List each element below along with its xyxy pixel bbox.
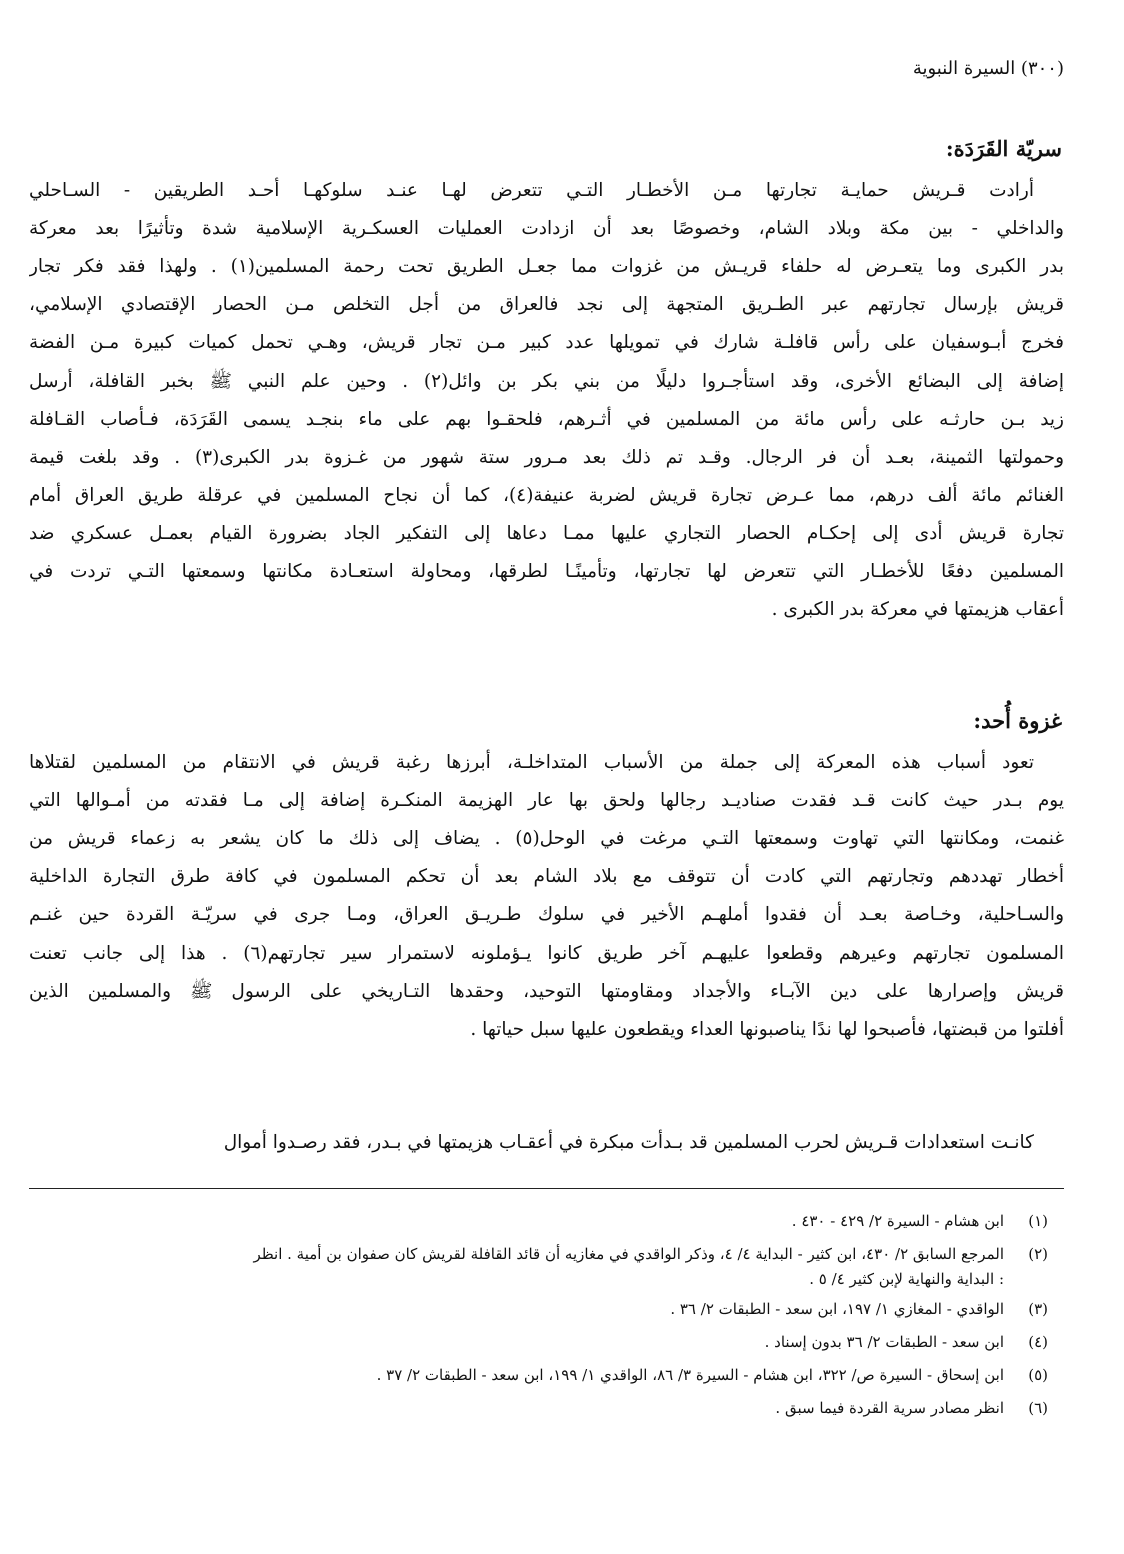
- paragraph-line: أعقاب هزيمتها في معركة بدر الكبرى .: [771, 599, 1064, 621]
- paragraph-line: أخطار تهددهم وتجارتهم التي كادت أن تتوقف مع بلاد الشام بعد أن تحكم المسلمون في كافة طرق التجارة الداخلية: [29, 866, 1064, 888]
- paragraph-line: المسلمين دفعًا للأخطـار التي تتعرض لها تجارتها، وتأمينًـا لطرقها، ومحاولة استعـادة مكانتها وسمعتها التـي تردت في: [29, 561, 1064, 582]
- paragraph-line: المسلمون تجارتهم وعيرهم وقطعوا عليهـم آخر طريق كانوا يـؤملونه لاستمرار سير تجارتهم(٦) . هذا إلى جانب تعنت: [29, 942, 1064, 964]
- footnote: [775, 1397, 1048, 1419]
- footnote-text: ابن سعد - الطبقات ٢/ ٣٦ بدون إسناد .: [764, 1333, 1004, 1351]
- footnote-number: (٦): [1028, 1399, 1048, 1417]
- paragraph-line: فخرج أبـوسفيان على رأس قافلـة شارك في تمويلها عدد كبير مـن تجار قريش، وهـي تحمل كميات كبيرة مـن الفضة: [29, 332, 1064, 354]
- footnote: [670, 1298, 1048, 1320]
- running-header: (٣٠٠) السيرة النبوية: [912, 58, 1064, 79]
- footnote-number: (١): [1028, 1212, 1048, 1230]
- footnote-divider: [29, 1188, 1064, 1189]
- footnote-text: المرجع السابق ٢/ ٤٣٠، ابن كثير - البداية ٤/ ٤، وذكر الواقدي في مغازيه أن قائد القافلة لقريش كان صفوان بن أمية . انظر: [253, 1245, 1004, 1263]
- footnote: [792, 1210, 1048, 1232]
- paragraph-line: والداخلي - بين مكة وبلاد الشام، وخصوصًا بعد أن ازدادت العمليات العسكـرية الإسلامية شدة وتأثيرًا بعد معركة: [29, 218, 1064, 240]
- footnote-number: (٤): [1028, 1333, 1048, 1351]
- footnote-number: (٥): [1028, 1366, 1048, 1384]
- paragraph-line: الغنائم مائة ألف درهم، مما عـرض تجارة قريش لضربة عنيفة(٤)، كما أن نجاح المسلمين في عرقلة طريق العراق أمام: [29, 484, 1064, 506]
- paragraph-line: وحمولتها الثمينة، بعـد أن فر الرجال. وقـد تم ذلك بعد مـرور ستة شهور من غـزوة بدر الكبرى(٣) . وقد بلغت قيمة: [29, 446, 1064, 468]
- footnote-text: انظر مصادر سرية القردة فيما سبق .: [775, 1399, 1004, 1417]
- paragraph-line: كانـت استعدادات قـريش لحرب المسلمين قد بـدأت مبكرة في أعقـاب هزيمتها في بـدر، فقد رصـدوا أموال: [223, 1132, 1034, 1153]
- paragraph-line: أرادت قـريش حمايـة تجارتها مـن الأخطـار التـي تتعرض لهـا عنـد سلوكهـا أحـد الطريقين - السـاحلي: [29, 180, 1034, 201]
- footnote: [253, 1243, 1048, 1265]
- footnote-continuation: : البداية والنهاية لإبن كثير ٤/ ٥ .: [809, 1270, 1004, 1288]
- paragraph-line: إضافة إلى البضائع الأخرى، وقد استأجـروا دليلًا من بني بكر بن وائل(٢) . وحين علم النبي ﷺ بخبر القافلة، أرسل: [29, 370, 1064, 392]
- footnote-text: ابن هشام - السيرة ٢/ ٤٢٩ - ٤٣٠ .: [791, 1212, 1004, 1230]
- paragraph-line: تعود أسباب هذه المعركة إلى جملة من الأسباب المتداخلـة، أبرزها رغبة قريش في الانتقام من المسلمين لقتلاها: [29, 752, 1034, 773]
- paragraph-line: قريش وإصرارها على دين الآبـاء والأجداد ومقاومتها التوحيد، وحقدها التـاريخي على الرسول ﷺ والمسلمين الذين: [29, 980, 1064, 1002]
- footnote-text: الواقدي - المغازي ١/ ١٩٧، ابن سعد - الطبقات ٢/ ٣٦ .: [670, 1300, 1004, 1318]
- paragraph-line: تجارة قريش أدى إلى إحكـام الحصار التجاري عليها ممـا دعاها إلى التفكير الجاد بضرورة القيام بعمـل عسكري ضد: [29, 522, 1064, 544]
- paragraph-line: أفلتوا من قبضتها، فأصبحوا لها ندًا يناصبونها العداء ويقطعون عليها سبل حياتها .: [470, 1018, 1064, 1040]
- paragraph-line: والسـاحلية، وخـاصة بعـد أن فقدوا أملهـم الأخير في سلوك طـريـق العراق، ومـا جرى في سريّـة القردة حين غنـم: [29, 904, 1064, 926]
- footnote-text: ابن إسحاق - السيرة ص/ ٣٢٢، ابن هشام - السيرة ٣/ ٨٦، الواقدي ١/ ١٩٩، ابن سعد - الطبقات ٢/ ٣٧ .: [376, 1366, 1004, 1384]
- section-heading-qarada: سريّة القَرَدَة:: [945, 136, 1062, 161]
- paragraph-line: غنمت، ومكانتها التي تهاوت وسمعتها التـي مرغت في الوحل(٥) . يضاف إلى ذلك ما كان يشعر به زعماء قريش من: [29, 828, 1064, 850]
- section-heading-uhud: غزوة أُحد:: [973, 708, 1062, 733]
- footnote: [377, 1364, 1048, 1386]
- footnote: [765, 1331, 1048, 1353]
- footnote-number: (٢): [1028, 1245, 1048, 1263]
- paragraph-line: زيد بـن حارثـه على رأس مائة من المسلمين في أثـرهم، فلحقـوا بهم على ماء بنجـد يسمى القَرَدَة، فـأصاب القـافلة: [29, 408, 1064, 430]
- paragraph-line: بدر الكبرى وما يتعـرض له حلفاء قريـش من غزوات مما جعـل الطريق تحت رحمة المسلمين(١) . ولهذا فقد فكر تجار: [29, 256, 1064, 278]
- footnote-number: (٣): [1028, 1300, 1048, 1318]
- paragraph-line: يوم بـدر حيث كانت قـد فقدت صناديـد رجالها ولحق بها عار الهزيمة المنكـرة إضافة إلى مـا فقدته من أمـوالها التي: [29, 790, 1064, 812]
- paragraph-line: قريش بإرسال تجارتهم عبر الطـريق المتجهة إلى نجد فالعراق من أجل التخلص مـن الحصار الإقتصادي الإسلامي،: [29, 294, 1064, 316]
